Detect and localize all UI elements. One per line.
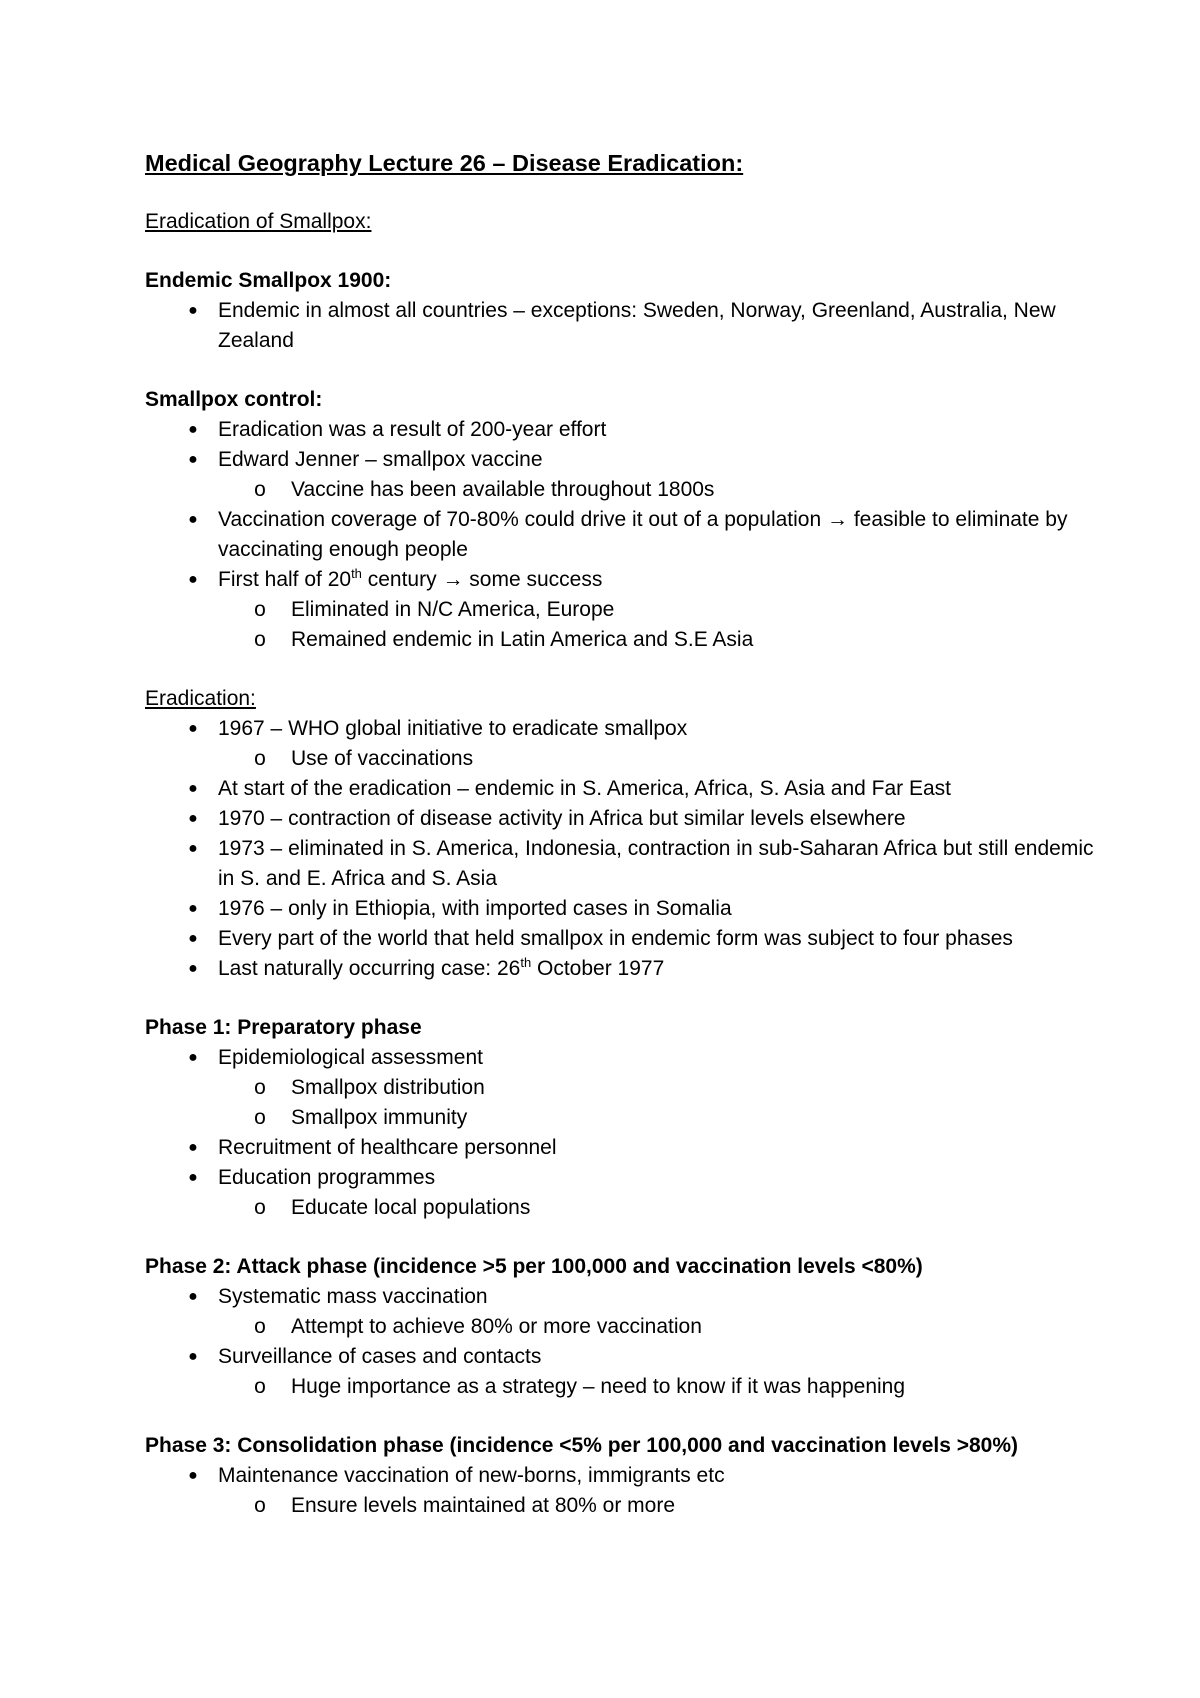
- sub-list-item: [218, 1073, 1095, 1103]
- sub-bullet-icon: o: [254, 1076, 266, 1099]
- list-item: [145, 834, 1095, 894]
- list-item-text-part: century: [361, 568, 443, 591]
- list-item: [145, 954, 1095, 984]
- list-item: [145, 505, 1095, 565]
- sub-list-item: [218, 1312, 1095, 1342]
- subheading-eradication: Eradication:: [145, 687, 256, 710]
- list-item-text: [218, 957, 664, 980]
- list-item: [145, 1133, 1095, 1163]
- sub-list-item: [218, 744, 1095, 774]
- bullet-list: [145, 1461, 1095, 1521]
- bullet-icon: ●: [188, 810, 198, 827]
- list-item-text: Education programmes: [218, 1166, 436, 1189]
- list-item: [145, 714, 1095, 774]
- list-item: [145, 445, 1095, 505]
- bullet-icon: ●: [188, 960, 198, 977]
- list-item: [145, 1043, 1095, 1133]
- group-phase-2: [145, 1252, 1095, 1402]
- superscript: th: [520, 955, 532, 970]
- sub-bullet-list: [218, 1193, 1095, 1223]
- list-item: [145, 565, 1095, 655]
- bullet-icon: ●: [188, 840, 198, 857]
- list-item-text: [218, 568, 602, 591]
- list-item: [145, 894, 1095, 924]
- list-item: [145, 774, 1095, 804]
- sub-list-item: [218, 1103, 1095, 1133]
- list-item-text: Surveillance of cases and contacts: [218, 1345, 542, 1368]
- list-item-text: Edward Jenner – smallpox vaccine: [218, 448, 543, 471]
- sub-list-item: [218, 625, 1095, 655]
- sub-bullet-icon: o: [254, 628, 266, 651]
- sub-list-item-text: Eliminated in N/C America, Europe: [291, 598, 615, 621]
- list-item-text: [218, 508, 1067, 561]
- bullet-icon: ●: [188, 780, 198, 797]
- sub-bullet-list: [218, 1491, 1095, 1521]
- bullet-icon: ●: [188, 1049, 198, 1066]
- sub-list-item-text: Smallpox distribution: [291, 1076, 485, 1099]
- list-item-text: 1976 – only in Ethiopia, with imported cases in Somalia: [218, 897, 732, 920]
- sub-bullet-list: [218, 475, 1095, 505]
- sub-bullet-icon: o: [254, 1315, 266, 1338]
- bullet-icon: ●: [188, 1139, 198, 1156]
- list-item-text-part: feasible to eliminate by vaccinating enough people: [218, 508, 1068, 561]
- subheading-endemic-smallpox: Endemic Smallpox 1900:: [145, 269, 392, 292]
- bullet-icon: ●: [188, 930, 198, 947]
- sub-list-item: [218, 475, 1095, 505]
- sub-list-item: [218, 1193, 1095, 1223]
- sub-list-item-text: Use of vaccinations: [291, 747, 474, 770]
- list-item-text: 1973 – eliminated in S. America, Indonesia, contraction in sub-Saharan Africa but still endemic in S. and E. Africa and S. Asia: [218, 837, 1094, 890]
- sub-list-item-text: Educate local populations: [291, 1196, 531, 1219]
- sub-list-item: [218, 1372, 1095, 1402]
- subheading-smallpox-control: Smallpox control:: [145, 388, 323, 411]
- bullet-list: [145, 1282, 1095, 1402]
- superscript: th: [351, 566, 362, 581]
- bullet-icon: ●: [188, 1348, 198, 1365]
- list-item-text-part: October 1977: [531, 957, 665, 980]
- sub-list-item-text: Smallpox immunity: [291, 1106, 468, 1129]
- sub-list-item: [218, 595, 1095, 625]
- sub-bullet-list: [218, 1073, 1095, 1133]
- list-item: [145, 1282, 1095, 1342]
- arrow-right-icon: →: [442, 568, 464, 591]
- sub-list-item-text: Remained endemic in Latin America and S.E Asia: [291, 628, 754, 651]
- sub-bullet-icon: o: [254, 478, 266, 501]
- sub-bullet-icon: o: [254, 1494, 266, 1517]
- list-item-text: At start of the eradication – endemic in S. America, Africa, S. Asia and Far East: [218, 777, 952, 800]
- sub-bullet-list: [218, 744, 1095, 774]
- bullet-icon: ●: [188, 1169, 198, 1186]
- group-smallpox-control: [145, 385, 1095, 655]
- list-item: [145, 1163, 1095, 1223]
- bullet-icon: ●: [188, 1288, 198, 1305]
- sub-list-item-text: Huge importance as a strategy – need to know if it was happening: [291, 1375, 906, 1398]
- subheading-phase-1: Phase 1: Preparatory phase: [145, 1016, 422, 1039]
- list-item-text-part: First half of 20: [218, 568, 352, 591]
- bullet-list: [145, 415, 1095, 655]
- page-title: Medical Geography Lecture 26 – Disease Eradication:: [145, 150, 744, 176]
- document-page: [145, 148, 1095, 1550]
- list-item-text: Epidemiological assessment: [218, 1046, 483, 1069]
- list-item-text-part: Vaccination coverage of 70-80% could drive it out of a population: [218, 508, 827, 531]
- list-item-text-part: Last naturally occurring case: 26: [218, 957, 521, 980]
- list-item-text: Eradication was a result of 200-year effort: [218, 418, 607, 441]
- sub-list-item-text: Vaccine has been available throughout 1800s: [291, 478, 715, 501]
- list-item-text: 1967 – WHO global initiative to eradicate smallpox: [218, 717, 688, 740]
- arrow-right-icon: →: [827, 508, 848, 531]
- sub-list-item-text: Attempt to achieve 80% or more vaccination: [291, 1315, 702, 1338]
- list-item-text: Endemic in almost all countries – exceptions: Sweden, Norway, Greenland, Australia, New Zealand: [218, 299, 1056, 352]
- sub-bullet-icon: o: [254, 747, 266, 770]
- list-item: [145, 1342, 1095, 1402]
- group-endemic-smallpox: [145, 266, 1095, 356]
- list-item: [145, 1461, 1095, 1521]
- list-item-text: Recruitment of healthcare personnel: [218, 1136, 557, 1159]
- list-item: [145, 804, 1095, 834]
- list-item-text-part: some success: [463, 568, 603, 591]
- list-item: [145, 415, 1095, 445]
- list-item-text: Every part of the world that held smallpox in endemic form was subject to four phases: [218, 927, 1013, 950]
- bullet-list: [145, 1043, 1095, 1223]
- section-heading-eradication-of-smallpox: Eradication of Smallpox:: [145, 210, 372, 233]
- subheading-phase-2: Phase 2: Attack phase (incidence >5 per 100,000 and vaccination levels <80%): [145, 1255, 923, 1278]
- subheading-phase-3: Phase 3: Consolidation phase (incidence <5% per 100,000 and vaccination levels >80%): [145, 1434, 1019, 1457]
- list-item-text: Maintenance vaccination of new-borns, immigrants etc: [218, 1464, 725, 1487]
- bullet-icon: ●: [188, 421, 198, 438]
- bullet-icon: ●: [188, 302, 198, 319]
- sub-bullet-icon: o: [254, 1375, 266, 1398]
- list-item-text: 1970 – contraction of disease activity in Africa but similar levels elsewhere: [218, 807, 906, 830]
- bullet-icon: ●: [188, 451, 198, 468]
- sub-bullet-icon: o: [254, 1196, 266, 1219]
- bullet-icon: ●: [188, 511, 198, 528]
- list-item: [145, 924, 1095, 954]
- bullet-icon: ●: [188, 900, 198, 917]
- bullet-icon: ●: [188, 720, 198, 737]
- bullet-list: [145, 296, 1095, 356]
- list-item: [145, 296, 1095, 356]
- sub-bullet-icon: o: [254, 598, 266, 621]
- group-eradication: [145, 684, 1095, 984]
- sub-bullet-list: [218, 1372, 1095, 1402]
- list-item-text: Systematic mass vaccination: [218, 1285, 488, 1308]
- sub-bullet-list: [218, 595, 1095, 655]
- group-phase-3: [145, 1431, 1095, 1521]
- group-phase-1: [145, 1013, 1095, 1223]
- sub-bullet-list: [218, 1312, 1095, 1342]
- sub-bullet-icon: o: [254, 1106, 266, 1129]
- bullet-icon: ●: [188, 1467, 198, 1484]
- sub-list-item-text: Ensure levels maintained at 80% or more: [291, 1494, 676, 1517]
- bullet-list: [145, 714, 1095, 984]
- sub-list-item: [218, 1491, 1095, 1521]
- bullet-icon: ●: [188, 571, 198, 588]
